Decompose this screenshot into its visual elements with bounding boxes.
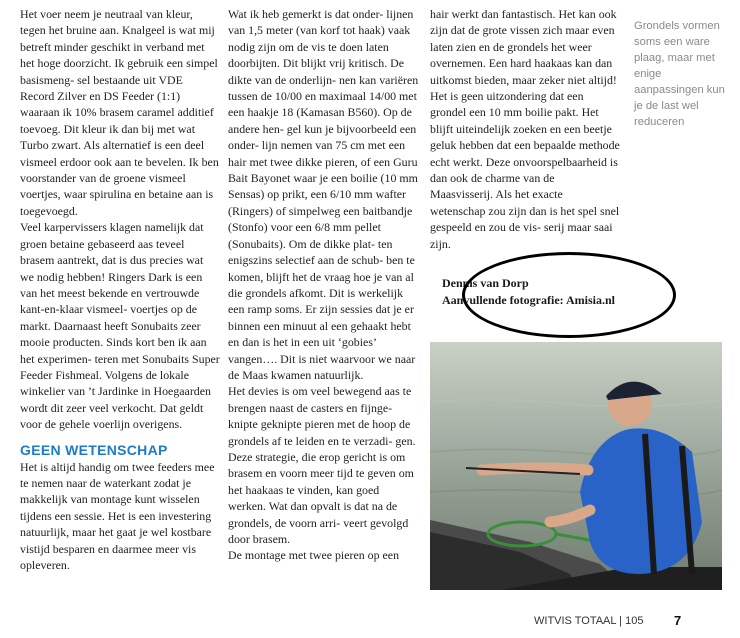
photo-credit: Aanvullende fotografie: Amisia.nl bbox=[442, 292, 615, 307]
article-column-3 bbox=[430, 6, 620, 252]
magazine-name: WITVIS TOTAAL | 105 bbox=[534, 615, 644, 627]
article-column-2 bbox=[228, 6, 420, 564]
paragraph: hair werkt dan fantastisch. Het kan ook zijn dat de grote vissen zich maar even laten zien en de grondels het weer overnemen. Een hard haakaas kan dan uitkomst bieden, maar zeker niet altijd! Het is geen uitzondering dat een grondel een 10 mm boilie pakt. Het blijft uiteindelijk zoeken en een beetje geluk hebben dat een bepaalde methode echt werkt. Deze onvoorspelbaarheid is dan ook de charme van de Maasvisserij. Als het exacte wetenschap zou zijn dan is het spel snel gespeeld en zou de vis- serij maar saai zijn. bbox=[430, 7, 620, 251]
article-photo bbox=[430, 342, 722, 590]
author-credit: Dennis van Dorp bbox=[442, 276, 529, 290]
section-heading: GEEN WETENSCHAP bbox=[20, 441, 168, 458]
paragraph: Het is altijd handig om twee feeders mee te nemen naar de waterkant zodat je makkelijk van montage kunt wisselen tijdens een sessie. Het is een investering natuurlijk, maar het gaat je wel kostbare vistijd besparen en daarmee meer vis opleveren. bbox=[20, 459, 215, 572]
article-column-1 bbox=[20, 6, 220, 573]
page-number: 7 bbox=[674, 613, 682, 628]
pull-quote: Grondels vormen soms een ware plaag, maar met enige aanpassingen kun je de last wel reduceren bbox=[634, 20, 725, 128]
paragraph: Het voer neem je neutraal van kleur, tegen het bruine aan. Knalgeel is wat mij betreft minder geschikt in verband met het hoge doorzicht. Ik gebruik een simpel basismeng- sel bestaande uit VDE Record Zilver en DS Feeder (1:1) waaraan ik 10% brasem caramel additief toevoeg. Dit kleur ik dan bij met wat Turbo zwart. Als alternatief is een deel vismeel erdoor ook aan te bevelen. Ik ben voorstander van de groene vismeel voertjes, waar spirulina en betaine aan is toegevoegd. bbox=[20, 7, 219, 218]
paragraph: Veel karpervissers klagen namelijk dat groen betaine gebaseerd aas teveel brasem aantrekt, dat is dus precies wat we nodig hebben! Ringers Dark is een van het meest bekende en vertrouwde kant-en-klaar vismeel- voertjes op de markt. Daarnaast heeft Sonubaits zeer mooie producten. Sinds kort ben ik aan het experimen- teren met Sonubaits Super Feeder Fishmeal. Volgens de lokale winkelier van ’t Jardinke in Hoegaarden wordt dit zeer veel verkocht. Dat geldt voor de gehele voerlijn overigens. bbox=[20, 220, 220, 432]
paragraph: De montage met twee pieren op een bbox=[228, 548, 400, 563]
highlight-ellipse bbox=[462, 252, 676, 338]
paragraph: Wat ik heb gemerkt is dat onder- lijnen van 1,5 meter (van korf tot haak) vaak nodig zijn om de vis te doen laten doorbijten. Dit blijkt vrij kritisch. De dikte van de onderlijn- nen kan variëren tussen de 10/00 en maximaal 14/00 met een haakje 18 (Kamasan B560). Op de andere hen- gel kun je bijvoorbeeld een onder- lijn nemen van 75 cm met een hair met twee dikke pieren, of een Guru Bait Bayonet waar je een boilie (10 mm Sensas) op prikt, een 6/10 mm wafter (Ringers) of simpelweg een baitbandje (Stonfo) voor een 6/8 mm pellet (Sonubaits). Om de dikke plat- ten enigszins selectief aan de schub- ben te komen, blijft het de vraag hoe je van al die grondels afkomt. Dit is werkelijk een ramp soms. Er zijn sessies dat je er binnen een minuut al een gehaakt hebt en dan is het in een uit ‘gobies’ vangen…. Dit is niet waarvoor we naar de Maas kwamen natuurlijk. bbox=[228, 7, 419, 382]
paragraph: Het devies is om veel bewegend aas te brengen naast de casters en fijnge- knipte gekniptе pieren met de hoop de grondels af te leiden en te verzadi- gen. Deze strategie, die erop gericht is om brasem en voorn meer tijd te geven om het haakaas te vinden, kan goed werken. Wat dan opvalt is dat na de grondels, de voorn arri- veert gevolgd door brasem. bbox=[228, 384, 416, 546]
